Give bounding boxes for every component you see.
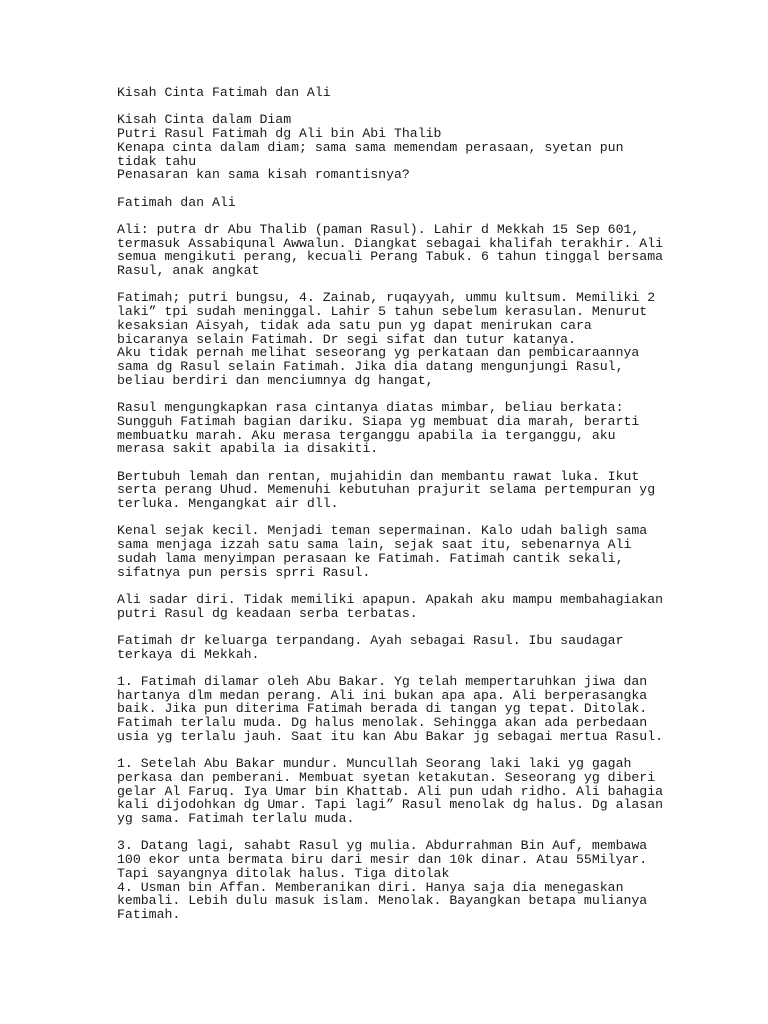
text-line: yg sama. Fatimah terlalu muda. — [117, 811, 355, 827]
paragraph — [117, 839, 757, 921]
text-line: Fatimah dan Ali — [117, 194, 236, 210]
text-line: terkaya di Mekkah. — [117, 646, 260, 662]
text-line: Aku tidak pernah melihat seseorang yg perkataan dan pembicaraannya — [117, 345, 640, 361]
text-line: terluka. Mengangkat air dll. — [117, 496, 339, 511]
text-line: Bertubuh lemah dan rentan, mujahidin dan membantu rawat luka. Ikut — [117, 468, 640, 484]
paragraph — [117, 223, 757, 278]
text-line: semua mengikuti perang, kecuali Perang Tabuk. 6 tahun tinggal bersama — [117, 249, 664, 265]
text-line: serta perang Uhud. Memenuhi kebutuhan prajurit selama pertempuran yg — [117, 482, 656, 498]
paragraph — [117, 593, 757, 620]
text-line: usia yg terlalu jauh. Saat itu kan Abu Bakar jg sebagai mertua Rasul. — [117, 728, 664, 744]
text-line: 4. Usman bin Affan. Memberanikan diri. Hanya saja dia menegaskan — [117, 879, 624, 895]
text-line: kembali. Lebih dulu masuk islam. Menolak. Bayangkan betapa mulianya — [117, 893, 648, 909]
text-line: Kenal sejak kecil. Menjadi teman sepermainan. Kalo udah baligh sama — [117, 523, 648, 539]
text-line: Kenapa cinta dalam diam; sama sama memendam perasaan, syetan pun — [117, 139, 624, 155]
text-line: Ali sadar diri. Tidak memiliki apapun. Apakah aku mampu membahagiakan — [117, 591, 664, 607]
text-line: Fatimah; putri bungsu, 4. Zainab, ruqayyah, ummu kultsum. Memiliki 2 — [117, 290, 656, 306]
text-line: perkasa dan pemberani. Membuat syetan ketakutan. Seseorang yg diberi — [117, 769, 656, 785]
paragraph — [117, 757, 757, 826]
text-line: Fatimah. — [117, 907, 181, 922]
text-line: Putri Rasul Fatimah dg Ali bin Abi Thalib — [117, 126, 442, 142]
text-line: sama dg Rasul selain Fatimah. Jika dia datang mengunjungi Rasul, — [117, 359, 624, 374]
text-line: bicaranya selain Fatimah. Dr segi sifat dan tutur katanya. — [117, 331, 576, 347]
text-line: Penasaran kan sama kisah romantisnya? — [117, 167, 410, 183]
text-line: 3. Datang lagi, sahabt Rasul yg mulia. Abdurrahman Bin Auf, membawa — [117, 838, 648, 854]
paragraph — [117, 291, 757, 387]
text-line: Fatimah terlalu muda. Dg halus menolak. Sehingga akan ada perbedaan — [117, 715, 648, 731]
text-line: laki” tpi sudah meninggal. Lahir 5 tahun sebelum kerasulan. Menurut — [117, 304, 648, 320]
text-line: tidak tahu — [117, 153, 197, 169]
text-line: hartanya dlm medan perang. Ali ini bukan apa apa. Ali berperasangka — [117, 687, 648, 703]
text-line: putri Rasul dg keadaan serba terbatas. — [117, 605, 418, 621]
text-line: Rasul mengungkapkan rasa cintanya diatas mimbar, beliau berkata: — [117, 400, 624, 416]
paragraph — [117, 470, 757, 511]
text-line: Ali: putra dr Abu Thalib (paman Rasul). Lahir d Mekkah 15 Sep 601, — [117, 221, 640, 237]
paragraph — [117, 113, 757, 182]
text-line: kali dijodohkan dg Umar. Tapi lagi” Rasul menolak dg halus. Dg alasan — [117, 797, 664, 813]
paragraph — [117, 524, 757, 579]
text-line: sama menjaga izzah satu sama lain, sejak saat itu, sebenarnya Ali — [117, 537, 632, 553]
text-line: Kisah Cinta dalam Diam — [117, 112, 292, 128]
text-line: 1. Fatimah dilamar oleh Abu Bakar. Yg telah mempertaruhkan jiwa dan — [117, 674, 648, 690]
text-line: membuatku marah. Aku merasa terganggu apabila ia terganggu, aku — [117, 427, 616, 443]
text-line: Fatimah dr keluarga terpandang. Ayah sebagai Rasul. Ibu saudagar — [117, 632, 624, 648]
text-line: merasa sakit apabila ia disakiti. — [117, 441, 379, 457]
text-line: 1. Setelah Abu Bakar mundur. Muncullah Seorang laki laki yg gagah — [117, 756, 632, 772]
text-line: kesaksian Aisyah, tidak ada satu pun yg dapat menirukan cara — [117, 317, 592, 333]
text-line: Rasul, anak angkat — [117, 263, 260, 279]
document-body — [117, 86, 757, 935]
paragraph — [117, 634, 757, 661]
paragraph — [117, 401, 757, 456]
paragraph — [117, 675, 757, 744]
text-line: termasuk Assabiqunal Awwalun. Diangkat sebagai khalifah terakhir. Ali — [117, 235, 664, 251]
text-line: Sungguh Fatimah bagian dariku. Siapa yg membuat dia marah, berarti — [117, 413, 640, 429]
text-line: Tapi sayangnya ditolak halus. Tiga ditolak — [117, 865, 450, 881]
text-line: gelar Al Faruq. Iya Umar bin Khattab. Ali pun udah ridho. Ali bahagia — [117, 783, 664, 799]
text-line: baik. Jika pun diterima Fatimah berada di tangan yg tepat. Ditolak. — [117, 701, 648, 717]
text-line: beliau berdiri dan menciumnya dg hangat, — [117, 372, 434, 388]
paragraph — [117, 196, 757, 210]
document-title — [117, 86, 757, 100]
text-line: 100 ekor unta bermata biru dari mesir dan 10k dinar. Atau 55Milyar. — [117, 852, 648, 868]
text-line: Kisah Cinta Fatimah dan Ali — [117, 85, 331, 100]
text-line: sudah lama menyimpan perasaan ke Fatimah. Fatimah cantik sekali, — [117, 550, 624, 566]
text-line: sifatnya pun persis sprri Rasul. — [117, 564, 371, 580]
